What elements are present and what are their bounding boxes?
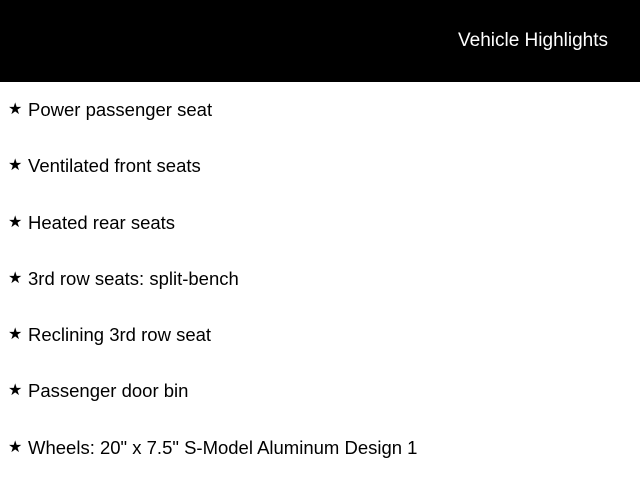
highlight-label: Wheels: 20" x 7.5" S-Model Aluminum Design 1 xyxy=(28,436,418,458)
list-item xyxy=(0,82,640,138)
list-item xyxy=(0,251,640,307)
highlight-label: 3rd row seats: split-bench xyxy=(28,267,239,289)
star-icon: ★ xyxy=(8,324,23,344)
list-item xyxy=(0,363,640,419)
star-icon: ★ xyxy=(8,99,23,118)
list-item xyxy=(0,138,640,194)
header-bar xyxy=(0,0,640,82)
star-icon: ★ xyxy=(8,211,23,231)
star-icon: ★ xyxy=(8,155,23,175)
highlight-label: Heated rear seats xyxy=(28,211,176,233)
list-item xyxy=(0,420,640,476)
star-icon: ★ xyxy=(8,436,23,456)
highlight-label: Passenger door bin xyxy=(28,380,189,402)
star-icon: ★ xyxy=(8,380,23,400)
highlight-label: Ventilated front seats xyxy=(28,155,201,177)
page-title: Vehicle Highlights xyxy=(458,30,608,51)
star-icon: ★ xyxy=(8,267,23,287)
highlight-label: Reclining 3rd row seat xyxy=(28,324,212,346)
list-item xyxy=(0,307,640,363)
highlights-list xyxy=(0,82,640,476)
highlight-label: Power passenger seat xyxy=(28,99,213,120)
list-item xyxy=(0,195,640,251)
